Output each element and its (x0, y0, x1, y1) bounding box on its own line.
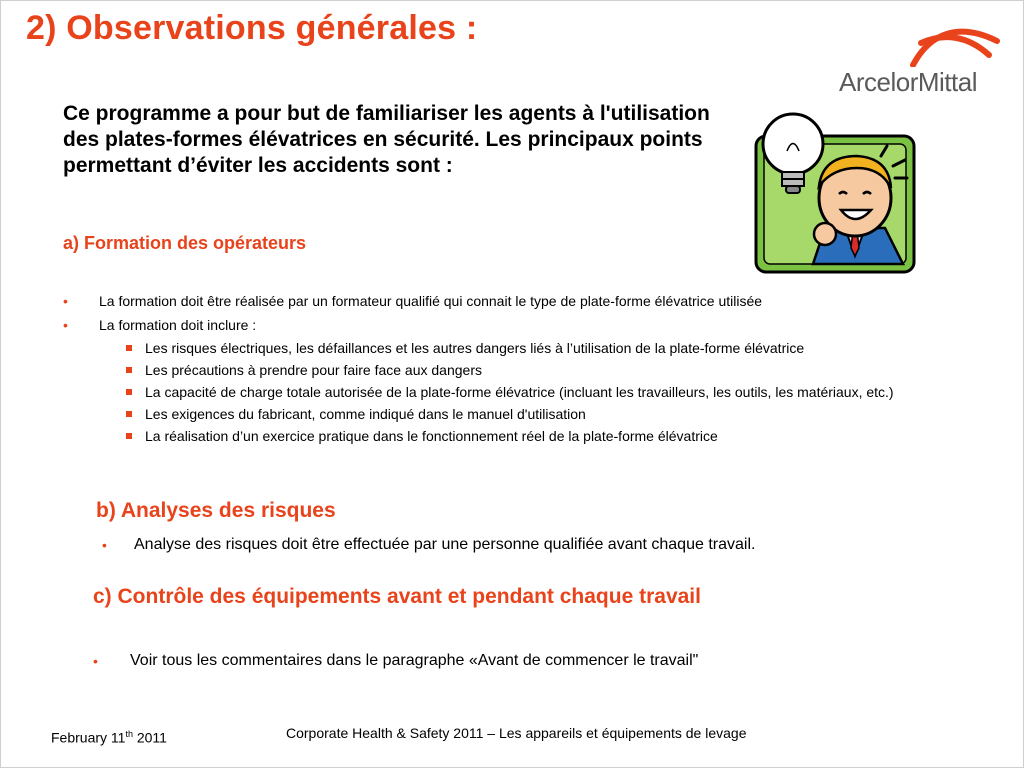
list-item (63, 292, 963, 310)
sublist-item-text: Les exigences du fabricant, comme indiqué dans le manuel d'utilisation (145, 406, 586, 422)
square-bullet-icon (126, 389, 132, 395)
sublist-item-text: La capacité de charge totale autorisée de la plate-forme élévatrice (incluant les travailleurs, les outils, les matériaux, etc.) (145, 384, 894, 400)
footer-title: Corporate Health & Safety 2011 – Les appareils et équipements de levage (286, 725, 747, 741)
list-item-text: Voir tous les commentaires dans le paragraphe «Avant de commencer le travail" (130, 652, 699, 669)
slide-title: 2) Observations générales : (26, 9, 478, 47)
list-item-text: La formation doit être réalisée par un formateur qualifié qui connait le type de plate-forme élévatrice utilisée (99, 293, 763, 309)
square-bullet-icon (126, 433, 132, 439)
logo-swoosh-icon (909, 21, 1001, 67)
footer-date-sup: th (125, 729, 133, 739)
bullet-icon: • (63, 317, 68, 333)
bullet-icon: • (93, 653, 98, 669)
sublist-item (99, 362, 985, 378)
sublist-item-text: La réalisation d’un exercice pratique dans le fonctionnement réel de la plate-forme élévatrice (145, 428, 718, 444)
bullet-icon: • (102, 537, 107, 553)
sublist-item (99, 406, 985, 422)
list-item (93, 650, 793, 672)
sublist-item (99, 340, 985, 356)
list-item (96, 535, 976, 555)
sublist-item-text: Les risques électriques, les défaillances et les autres dangers liés à l’utilisation de la plate-forme élévatrice (145, 340, 805, 356)
list-item-text: La formation doit inclure : (99, 317, 257, 333)
arcelormittal-logo (839, 21, 989, 101)
section-b-heading: b) Analyses des risques (96, 499, 336, 522)
section-a-list (63, 292, 963, 450)
section-b-list (96, 535, 976, 555)
sublist-item-text: Les précautions à prendre pour faire face aux dangers (145, 362, 482, 378)
logo-text: ArcelorMittal (839, 67, 977, 97)
sublist-item (99, 428, 985, 444)
list-item-text: Analyse des risques doit être effectuée par une personne qualifiée avant chaque travail. (134, 536, 756, 553)
idea-lightbulb-businessman-icon (753, 106, 918, 276)
intro-paragraph: Ce programme a pour but de familiariser les agents à l'utilisation des plates-formes élévatrices en sécurité. Les principaux points permettant d’éviter les accidents sont : (63, 102, 710, 177)
bullet-icon: • (63, 293, 68, 309)
footer-date-suffix: 2011 (132, 729, 167, 746)
section-c-heading: c) Contrôle des équipements avant et pendant chaque travail (93, 585, 701, 608)
square-bullet-icon (126, 367, 132, 373)
sublist-item (99, 384, 985, 400)
section-c-list (93, 650, 793, 672)
footer-date (51, 729, 167, 746)
section-a-sublist (99, 340, 963, 444)
square-bullet-icon (126, 345, 132, 351)
list-item (63, 316, 963, 444)
footer-date-prefix: February 11 (51, 729, 126, 746)
square-bullet-icon (126, 411, 132, 417)
section-a-heading: a) Formation des opérateurs (63, 233, 307, 253)
